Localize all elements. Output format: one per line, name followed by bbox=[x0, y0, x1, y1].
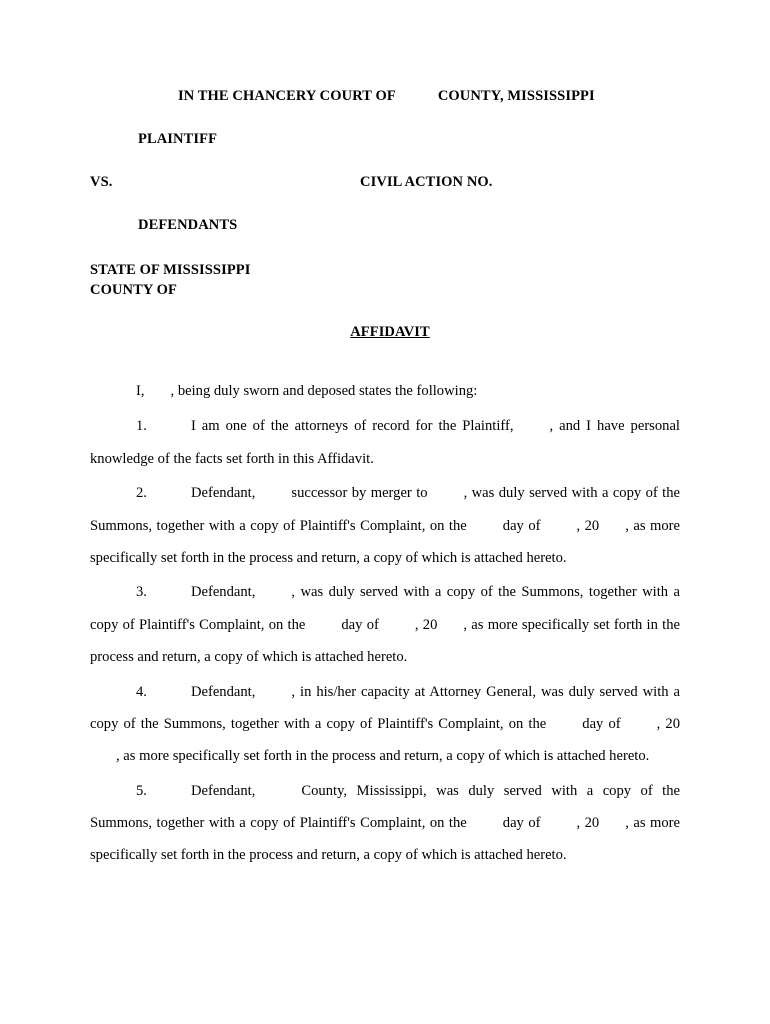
defendants-label bbox=[90, 217, 680, 234]
para4-number: 4. bbox=[136, 683, 147, 700]
vs-row bbox=[90, 174, 680, 192]
para5-part3: day of bbox=[502, 815, 541, 832]
para5-number: 5. bbox=[136, 782, 147, 799]
civil-action-label: CIVIL ACTION NO. bbox=[360, 174, 493, 190]
state-county-block bbox=[90, 260, 680, 300]
court-heading-part1: IN THE CHANCERY COURT OF bbox=[178, 88, 396, 104]
para5-part5: , as more specifically set forth in the process and return, a copy of which is attached hereto. bbox=[90, 815, 680, 864]
intro-i-label: I, bbox=[136, 383, 145, 399]
intro-text: , being duly sworn and deposed states the following: bbox=[170, 383, 478, 399]
intro-paragraph bbox=[90, 375, 680, 407]
para5-part2: County, Mississippi, was duly served with a copy of the Summons, together with a copy of Plaintiff's Complaint, on the bbox=[90, 782, 680, 832]
plaintiff-label bbox=[90, 131, 680, 148]
court-heading bbox=[90, 88, 680, 105]
para1-part2: , and I have personal knowledge of the facts set forth in this Affidavit. bbox=[90, 418, 680, 467]
para2-part3: , was duly served with a copy of the Summons, together with a copy of Plaintiff's Complaint, on the bbox=[90, 485, 681, 534]
para1-number: 1. bbox=[136, 418, 147, 435]
vs-label: VS. bbox=[90, 174, 113, 190]
para4-part3: day of bbox=[582, 715, 621, 732]
document-title bbox=[90, 324, 680, 341]
para4-part2: , in his/her capacity at Attorney General, was duly served with a copy of the Summons, together with a copy of Plaintiff's Complaint, on the bbox=[90, 683, 680, 732]
para2-part1: Defendant, bbox=[190, 485, 256, 502]
para4-part1: Defendant, bbox=[190, 683, 256, 700]
defendants-text: DEFENDANTS bbox=[138, 217, 238, 233]
para5-part1: Defendant, bbox=[190, 782, 256, 799]
county-line: COUNTY OF bbox=[90, 282, 177, 298]
document-title-text: AFFIDAVIT bbox=[350, 324, 430, 340]
para3-part3: day of bbox=[341, 616, 379, 633]
para5-part4: , 20 bbox=[576, 815, 600, 832]
state-line: STATE OF MISSISSIPPI bbox=[90, 262, 251, 278]
para2-part2: successor by merger to bbox=[291, 485, 428, 502]
paragraph-2 bbox=[90, 477, 680, 574]
para1-part1: I am one of the attorneys of record for the Plaintiff, bbox=[190, 418, 514, 435]
para3-part5: , as more specifically set forth in the process and return, a copy of which is attached hereto. bbox=[90, 616, 680, 666]
paragraph-4 bbox=[90, 676, 680, 773]
para4-part5: , as more specifically set forth in the process and return, a copy of which is attached hereto. bbox=[116, 748, 650, 765]
para3-part4: , 20 bbox=[414, 616, 438, 633]
para3-number: 3. bbox=[136, 584, 147, 601]
para2-part4: day of bbox=[502, 517, 541, 534]
para2-number: 2. bbox=[136, 485, 147, 502]
para4-part4: , 20 bbox=[656, 715, 680, 732]
para3-part1: Defendant, bbox=[190, 584, 256, 601]
para3-part2: , was duly served with a copy of the Summons, together with a copy of Plaintiff's Complaint, on the bbox=[90, 584, 680, 633]
para2-part6: , as more specifically set forth in the process and return, a copy of which is attached hereto. bbox=[90, 517, 680, 566]
para2-part5: , 20 bbox=[576, 517, 600, 534]
paragraph-5 bbox=[90, 775, 680, 872]
paragraph-3 bbox=[90, 576, 680, 673]
paragraph-1 bbox=[90, 410, 680, 475]
court-heading-part2: COUNTY, MISSISSIPPI bbox=[437, 88, 595, 104]
plaintiff-text: PLAINTIFF bbox=[138, 131, 218, 147]
